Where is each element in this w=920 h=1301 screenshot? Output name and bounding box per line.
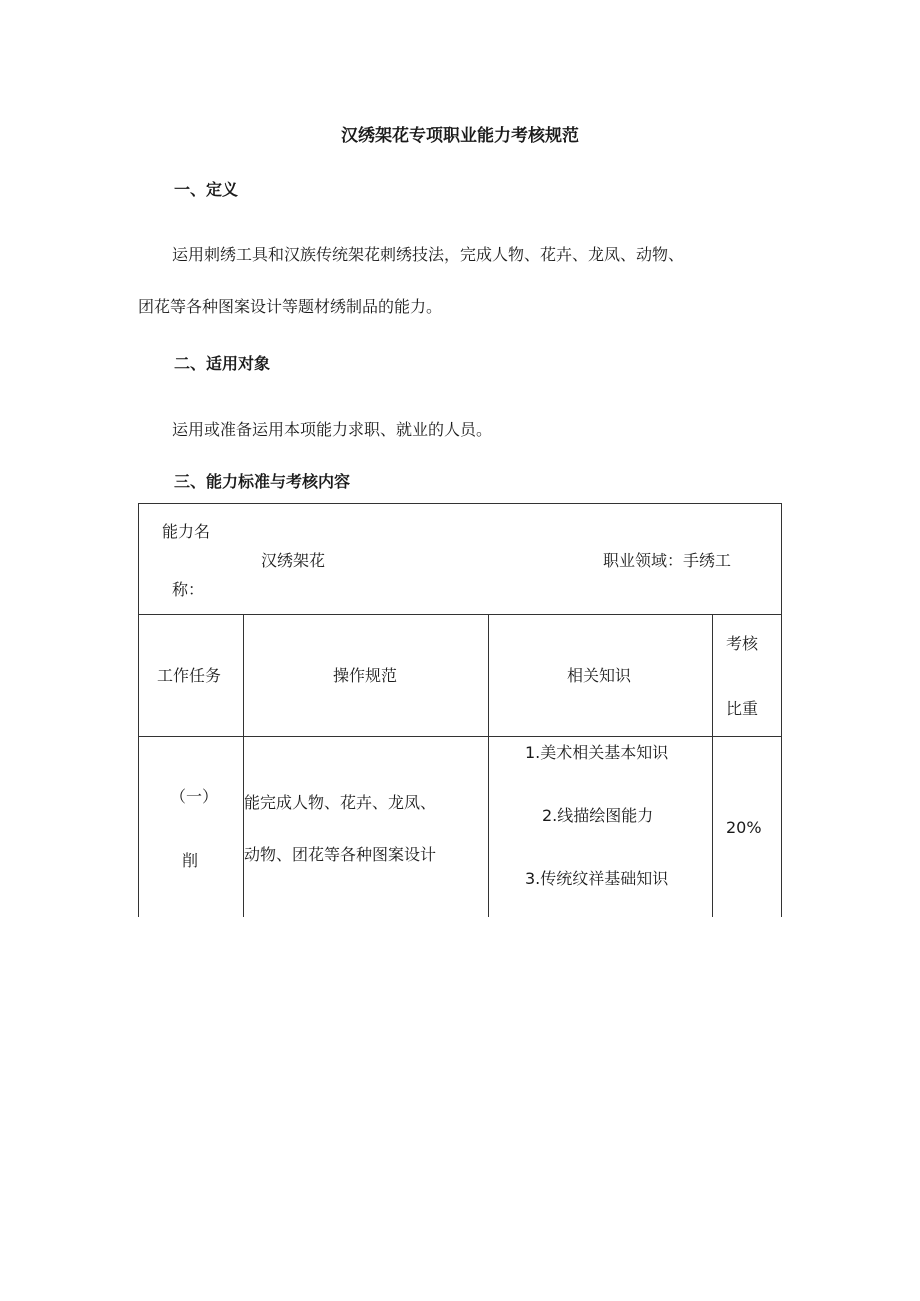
document-title: 汉绣架花专项职业能力考核规范 xyxy=(341,126,579,146)
ability-name-value: 汉绣架花 xyxy=(261,551,326,570)
section-heading-audience: 二、适用对象 xyxy=(174,354,271,373)
definition-line-1: 运用刺绣工具和汉族传统架花刺绣技法，完成人物、花卉、龙凤、动物、 xyxy=(172,245,685,264)
operation-line-2: 动物、团花等各种图案设计 xyxy=(244,845,437,864)
header-task: 工作任务 xyxy=(157,666,222,685)
knowledge-item: 2.线描绘图能力 xyxy=(542,806,654,825)
header-knowledge: 相关知识 xyxy=(567,666,632,685)
ability-standards-table xyxy=(138,503,782,917)
occupational-field: 职业领域：手绣工 xyxy=(603,551,732,570)
audience-text: 运用或准备运用本项能力求职、就业的人员。 xyxy=(172,420,493,439)
ability-name-label-part2: 称： xyxy=(172,580,205,599)
knowledge-item: 1.美术相关基本知识 xyxy=(525,743,669,762)
definition-line-2: 团花等各种图案设计等题材绣制品的能力。 xyxy=(138,297,443,316)
task-name: 削 xyxy=(182,851,199,870)
task-number: （一） xyxy=(170,787,219,806)
table-row xyxy=(139,737,782,918)
table-meta-row xyxy=(139,504,782,615)
weight-value: 20% xyxy=(726,818,762,837)
section-heading-definition: 一、定义 xyxy=(174,180,239,199)
header-weight-part2: 比重 xyxy=(726,699,759,718)
knowledge-item: 3.传统纹祥基础知识 xyxy=(525,869,669,888)
header-weight-part1: 考核 xyxy=(726,634,759,653)
header-operation: 操作规范 xyxy=(333,666,398,685)
table-header-row xyxy=(139,615,782,737)
section-heading-standards: 三、能力标准与考核内容 xyxy=(174,472,351,491)
operation-line-1: 能完成人物、花卉、龙凤、 xyxy=(244,793,437,812)
ability-name-label-part1: 能力名 xyxy=(162,522,211,541)
